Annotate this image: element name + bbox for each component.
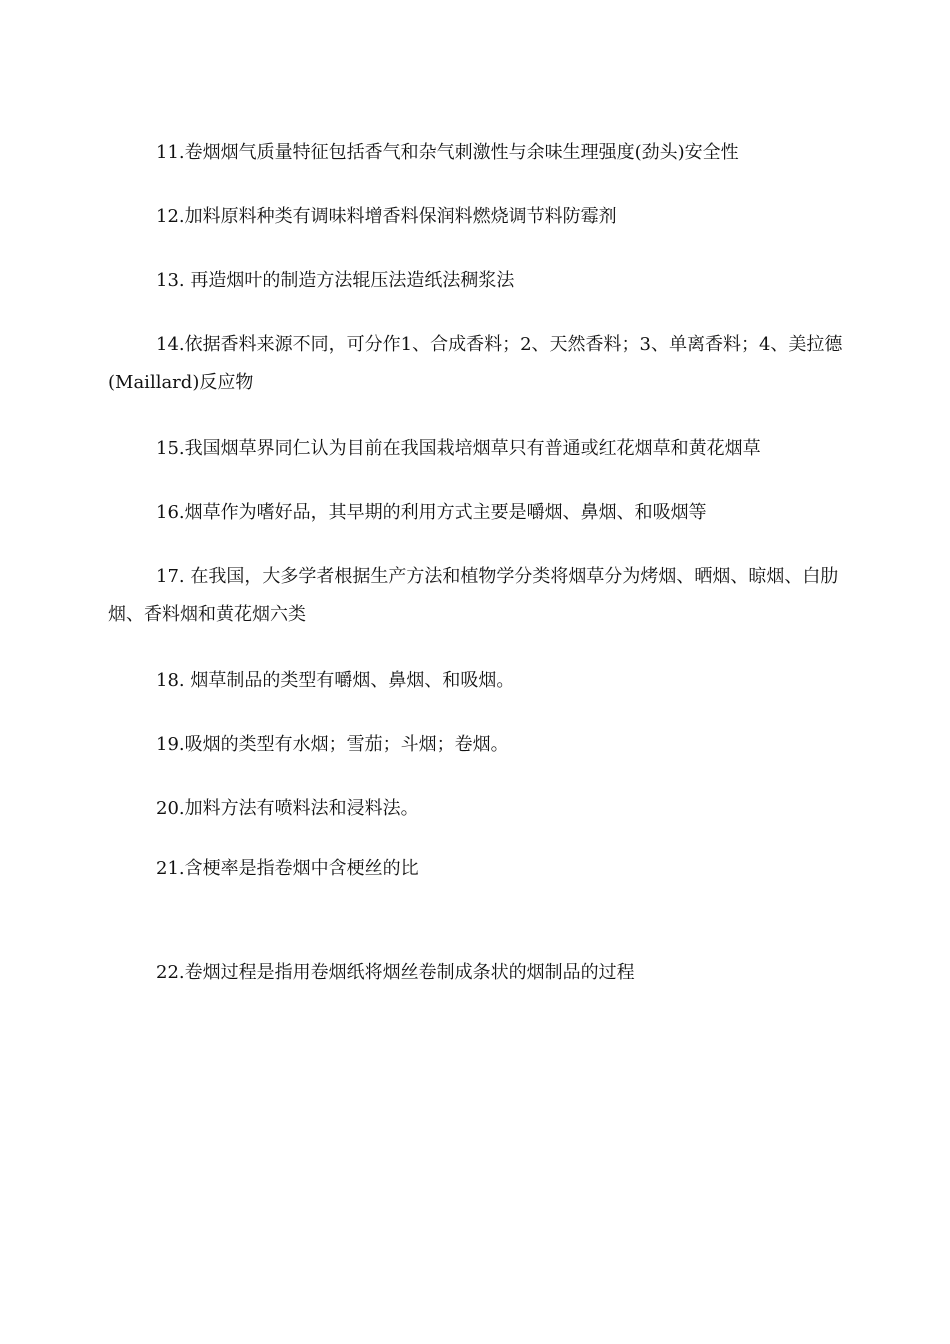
paragraph-13: 13. 再造烟叶的制造方法辊压法造纸法稠浆法 bbox=[156, 270, 515, 291]
paragraph-11: 11.卷烟烟气质量特征包括香气和杂气刺激性与余味生理强度(劲头)安全性 bbox=[156, 142, 739, 163]
paragraph-20: 20.加料方法有喷料法和浸料法。 bbox=[156, 798, 419, 819]
paragraph-12: 12.加料原料种类有调味料增香料保润料燃烧调节料防霉剂 bbox=[156, 206, 617, 227]
paragraph-15: 15.我国烟草界同仁认为目前在我国栽培烟草只有普通或红花烟草和黄花烟草 bbox=[156, 438, 761, 459]
paragraph-16: 16.烟草作为嗜好品，其早期的利用方式主要是嚼烟、鼻烟、和吸烟等 bbox=[156, 502, 707, 523]
paragraph-14: 14.依据香料来源不同，可分作1、合成香料；2、天然香料；3、单离香料；4、美拉德(Maillard)反应物 bbox=[108, 334, 843, 393]
paragraph-19: 19.吸烟的类型有水烟；雪茄；斗烟；卷烟。 bbox=[156, 734, 509, 755]
paragraph-17: 17. 在我国，大多学者根据生产方法和植物学分类将烟草分为烤烟、晒烟、晾烟、白肋烟、香料烟和黄花烟六类 bbox=[108, 566, 839, 625]
paragraph-21: 21.含梗率是指卷烟中含梗丝的比 bbox=[156, 858, 419, 879]
paragraph-18: 18. 烟草制品的类型有嚼烟、鼻烟、和吸烟。 bbox=[156, 670, 515, 691]
paragraph-22: 22.卷烟过程是指用卷烟纸将烟丝卷制成条状的烟制品的过程 bbox=[156, 962, 635, 983]
